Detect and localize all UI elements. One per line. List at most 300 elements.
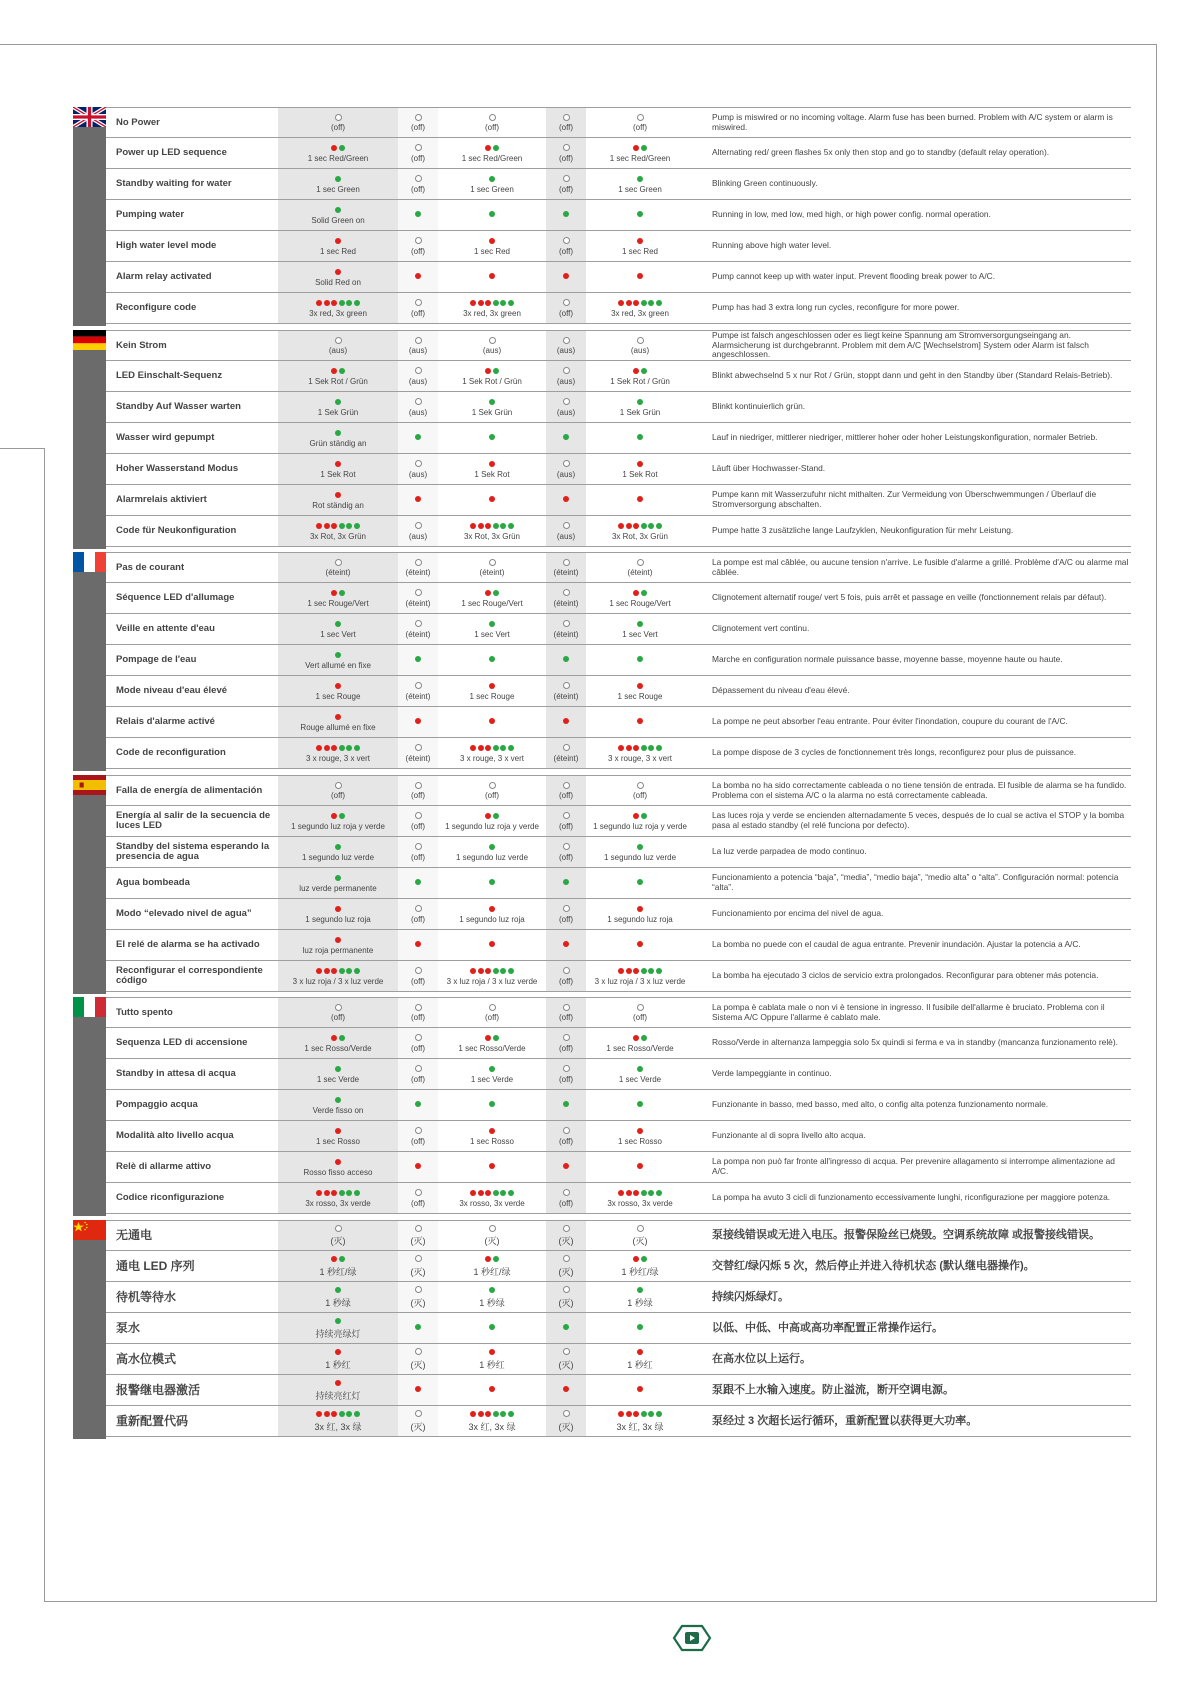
led-indicator	[415, 878, 421, 886]
led-cell	[278, 1028, 398, 1058]
led-indicator	[335, 237, 341, 245]
led-indicator	[470, 522, 514, 530]
off-led-icon	[563, 1004, 570, 1011]
led-indicator	[633, 1034, 647, 1042]
led-caption: 3x Rot, 3x Grün	[611, 531, 669, 541]
green-led-icon	[508, 968, 514, 974]
table-row	[106, 361, 1131, 392]
led-caption: 1 sec Rosso	[315, 1136, 361, 1146]
led-cell	[438, 1152, 546, 1182]
off-led-icon	[563, 299, 570, 306]
table-row	[106, 899, 1131, 930]
row-description: 交替红/绿闪烁 5 次，然后停止并进入待机状态 (默认继电器操作)。	[712, 1259, 1035, 1272]
table-row	[106, 1313, 1131, 1344]
led-cell	[438, 454, 546, 484]
row-label: Agua bombeada	[116, 877, 190, 889]
led-indicator	[489, 682, 495, 690]
frame-right-line	[1156, 44, 1157, 1602]
led-caption: (aus)	[482, 346, 502, 355]
led-cell	[438, 899, 546, 929]
red-led-icon	[489, 683, 495, 689]
green-led-icon	[493, 368, 499, 374]
led-cell	[278, 331, 398, 360]
led-caption: luz roja permanente	[302, 945, 374, 955]
led-indicator	[563, 717, 569, 725]
led-cell	[438, 1221, 546, 1250]
led-caption: (off)	[558, 914, 574, 924]
led-cell	[438, 361, 546, 391]
led-caption: (off)	[558, 1136, 574, 1146]
red-led-icon	[478, 968, 484, 974]
led-indicator	[563, 460, 570, 468]
led-cell	[398, 930, 438, 960]
green-led-icon	[648, 1190, 654, 1196]
off-led-icon	[563, 620, 570, 627]
led-cell	[438, 998, 546, 1027]
led-cell	[278, 899, 398, 929]
red-led-icon	[335, 714, 341, 720]
led-caption: (off)	[330, 1013, 346, 1022]
red-led-icon	[563, 1163, 569, 1169]
led-caption: 3 x luz roja / 3 x luz verde	[446, 976, 538, 986]
green-led-icon	[335, 1287, 341, 1293]
led-indicator	[335, 1158, 341, 1166]
led-cell	[586, 583, 694, 613]
led-indicator	[489, 398, 495, 406]
led-indicator	[563, 812, 570, 820]
led-cell	[546, 998, 586, 1027]
led-cell	[398, 961, 438, 991]
led-caption: (off)	[410, 821, 426, 831]
led-cell	[586, 200, 694, 230]
green-led-icon	[641, 813, 647, 819]
led-caption: Verde fisso on	[312, 1105, 364, 1115]
led-caption: (off)	[558, 1013, 574, 1022]
led-caption: (灭)	[558, 1359, 574, 1370]
green-led-icon	[415, 434, 421, 440]
led-caption: (off)	[632, 1013, 648, 1022]
led-caption: (off)	[558, 308, 574, 318]
table-row	[106, 330, 1131, 361]
off-led-icon	[563, 1255, 570, 1262]
led-caption: (éteint)	[553, 598, 579, 608]
table-row	[106, 1028, 1131, 1059]
row-label: 高水位模式	[116, 1351, 177, 1366]
led-caption: 1 sec Verde	[618, 1074, 662, 1084]
led-indicator	[489, 655, 495, 663]
red-led-icon	[324, 1411, 330, 1417]
led-indicator	[563, 113, 570, 121]
led-indicator	[485, 1034, 499, 1042]
red-led-icon	[633, 300, 639, 306]
green-led-icon	[508, 300, 514, 306]
red-led-icon	[489, 273, 495, 279]
row-label: Kein Strom	[116, 339, 167, 351]
table-row	[106, 1344, 1131, 1375]
led-caption: Rouge allumé en fixe	[300, 722, 376, 732]
led-cell	[398, 1344, 438, 1374]
row-description: 在高水位以上运行。	[712, 1352, 811, 1365]
table-row	[106, 583, 1131, 614]
led-cell	[278, 707, 398, 737]
red-led-icon	[633, 590, 639, 596]
led-indicator	[563, 781, 570, 789]
red-led-icon	[489, 238, 495, 244]
led-caption: 1 segundo luz roja	[305, 914, 371, 924]
led-cell	[586, 707, 694, 737]
led-caption: Rosso fisso acceso	[303, 1167, 373, 1177]
led-caption: 3 x luz roja / 3 x luz verde	[292, 976, 384, 986]
led-cell	[586, 806, 694, 836]
red-led-icon	[415, 273, 421, 279]
green-led-icon	[656, 1411, 662, 1417]
section-sidebar	[73, 1017, 106, 1216]
status-table	[106, 775, 1131, 992]
led-indicator	[489, 717, 495, 725]
led-indicator	[415, 1065, 422, 1073]
led-caption: (off)	[632, 123, 648, 132]
led-indicator	[563, 1323, 569, 1331]
green-led-icon	[489, 434, 495, 440]
green-led-icon	[489, 1101, 495, 1107]
red-led-icon	[637, 238, 643, 244]
red-led-icon	[485, 1190, 491, 1196]
led-indicator	[415, 812, 422, 820]
led-cell	[398, 868, 438, 898]
led-cell	[278, 293, 398, 323]
off-led-icon	[489, 1004, 496, 1011]
red-led-icon	[485, 523, 491, 529]
led-indicator	[415, 781, 422, 789]
led-indicator	[563, 495, 569, 503]
red-led-icon	[637, 461, 643, 467]
red-led-icon	[316, 523, 322, 529]
led-cell	[586, 837, 694, 867]
green-led-icon	[346, 1190, 352, 1196]
led-cell	[398, 614, 438, 644]
green-led-icon	[508, 1411, 514, 1417]
led-caption: 1 sec Vert	[474, 629, 510, 639]
red-led-icon	[470, 745, 476, 751]
table-row	[106, 738, 1131, 769]
led-cell	[546, 961, 586, 991]
led-cell	[438, 1344, 546, 1374]
led-indicator	[563, 843, 570, 851]
red-led-icon	[335, 461, 341, 467]
led-indicator	[470, 744, 514, 752]
led-cell	[546, 1121, 586, 1151]
led-caption: 1 sec Red	[473, 246, 511, 256]
led-indicator	[563, 1189, 570, 1197]
led-indicator	[415, 336, 422, 344]
led-indicator	[485, 589, 499, 597]
led-caption: (off)	[410, 1013, 426, 1022]
red-led-icon	[489, 496, 495, 502]
table-row	[106, 930, 1131, 961]
led-caption: 持续亮绿灯	[315, 1328, 361, 1339]
led-caption: (off)	[410, 791, 426, 800]
led-cell	[398, 1121, 438, 1151]
led-indicator	[415, 460, 422, 468]
led-cell	[586, 645, 694, 675]
led-indicator	[415, 144, 422, 152]
led-indicator	[415, 1003, 422, 1011]
led-cell	[546, 454, 586, 484]
led-cell	[586, 485, 694, 515]
green-led-icon	[335, 1066, 341, 1072]
led-cell	[438, 1183, 546, 1213]
off-led-icon	[489, 114, 496, 121]
red-led-icon	[316, 745, 322, 751]
led-indicator	[415, 299, 422, 307]
led-caption: (off)	[410, 308, 426, 318]
section-sidebar	[73, 350, 106, 549]
led-cell	[278, 1221, 398, 1250]
red-led-icon	[485, 968, 491, 974]
led-cell	[586, 961, 694, 991]
led-cell	[586, 1152, 694, 1182]
led-caption: (off)	[410, 852, 426, 862]
green-led-icon	[637, 1101, 643, 1107]
led-cell	[546, 1028, 586, 1058]
led-indicator	[415, 1034, 422, 1042]
led-indicator	[633, 812, 647, 820]
red-led-icon	[335, 1128, 341, 1134]
led-cell	[398, 806, 438, 836]
led-indicator	[335, 874, 341, 882]
row-label: Reconfigurar el correspondiente código	[116, 965, 263, 986]
row-label: Pompage de l'eau	[116, 654, 197, 666]
led-indicator	[637, 1003, 644, 1011]
led-indicator	[415, 1286, 422, 1294]
led-indicator	[331, 812, 345, 820]
off-led-icon	[415, 1065, 422, 1072]
led-indicator	[637, 336, 644, 344]
green-led-icon	[354, 300, 360, 306]
led-cell	[546, 837, 586, 867]
red-led-icon	[415, 1386, 421, 1392]
green-led-icon	[415, 1324, 421, 1330]
led-cell	[398, 516, 438, 546]
led-indicator	[335, 491, 341, 499]
led-cell	[398, 169, 438, 199]
play-icon[interactable]	[672, 1624, 712, 1652]
led-indicator	[335, 1065, 341, 1073]
led-indicator	[470, 1189, 514, 1197]
led-caption: (off)	[410, 914, 426, 924]
green-led-icon	[493, 1411, 499, 1417]
row-label: Wasser wird gepumpt	[116, 432, 215, 444]
led-caption: (off)	[558, 123, 574, 132]
led-caption: 1 sec Rosso	[469, 1136, 515, 1146]
green-led-icon	[641, 745, 647, 751]
led-cell	[398, 1375, 438, 1405]
led-cell	[398, 776, 438, 805]
de-flag-icon	[73, 330, 106, 350]
led-indicator	[415, 558, 422, 566]
off-led-icon	[415, 1410, 422, 1417]
row-description: La luz verde parpadea de modo continuo.	[712, 846, 867, 857]
row-label: 报警继电器激活	[116, 1382, 201, 1397]
led-indicator	[489, 1003, 496, 1011]
led-cell	[398, 1090, 438, 1120]
off-led-icon	[415, 1004, 422, 1011]
row-label: No Power	[116, 116, 160, 128]
led-indicator	[489, 210, 495, 218]
green-led-icon	[563, 879, 569, 885]
green-led-icon	[354, 523, 360, 529]
led-cell	[438, 806, 546, 836]
row-description: La pompe ne peut absorber l'eau entrante. Pour éviter l'inondation, coupure du courant de l'A/C.	[712, 716, 1068, 727]
led-indicator	[563, 237, 570, 245]
red-led-icon	[478, 1411, 484, 1417]
led-cell	[278, 1183, 398, 1213]
led-caption: (off)	[558, 1074, 574, 1084]
table-row	[106, 1059, 1131, 1090]
led-cell	[438, 138, 546, 168]
led-cell	[278, 583, 398, 613]
led-indicator	[563, 655, 569, 663]
led-cell	[546, 361, 586, 391]
table-row	[106, 1152, 1131, 1183]
off-led-icon	[415, 237, 422, 244]
led-cell	[546, 553, 586, 582]
led-cell	[278, 231, 398, 261]
row-label: Standby Auf Wasser warten	[116, 401, 241, 413]
led-cell	[398, 392, 438, 422]
row-description: Pump has had 3 extra long run cycles, reconfigure for more power.	[712, 302, 960, 313]
led-cell	[278, 1406, 398, 1436]
led-cell	[438, 200, 546, 230]
green-led-icon	[563, 211, 569, 217]
led-cell	[438, 1406, 546, 1436]
led-caption: (aus)	[408, 376, 428, 386]
led-caption: (aus)	[408, 346, 428, 355]
green-led-icon	[415, 211, 421, 217]
led-indicator	[489, 433, 495, 441]
led-cell	[586, 1121, 694, 1151]
led-caption: (off)	[558, 246, 574, 256]
green-led-icon	[335, 430, 341, 436]
led-indicator	[563, 1255, 570, 1263]
led-cell	[278, 614, 398, 644]
table-row	[106, 868, 1131, 899]
led-indicator	[335, 336, 342, 344]
led-caption: 1 Sek Grün	[471, 407, 513, 417]
led-indicator	[415, 967, 422, 975]
led-cell	[438, 108, 546, 137]
red-led-icon	[335, 683, 341, 689]
red-led-icon	[633, 523, 639, 529]
red-led-icon	[485, 813, 491, 819]
off-led-icon	[335, 114, 342, 121]
led-caption: (off)	[410, 1043, 426, 1053]
led-cell	[546, 707, 586, 737]
led-caption: 1 Sek Grün	[619, 407, 661, 417]
red-led-icon	[637, 496, 643, 502]
led-caption: 3x rosso, 3x verde	[305, 1198, 371, 1208]
section-sidebar	[73, 127, 106, 326]
led-indicator	[637, 620, 643, 628]
row-label: Code de reconfiguration	[116, 747, 226, 759]
led-caption: (éteint)	[405, 753, 431, 763]
green-led-icon	[641, 590, 647, 596]
led-indicator	[637, 175, 643, 183]
led-caption: 3x Rot, 3x Grün	[309, 531, 367, 541]
led-cell	[546, 231, 586, 261]
off-led-icon	[489, 1225, 496, 1232]
led-cell	[438, 1375, 546, 1405]
led-indicator	[489, 1348, 495, 1356]
led-cell	[278, 138, 398, 168]
led-cell	[546, 1282, 586, 1312]
red-led-icon	[563, 1386, 569, 1392]
row-label: Falla de energía de alimentación	[116, 784, 263, 796]
green-led-icon	[563, 434, 569, 440]
led-cell	[398, 837, 438, 867]
led-indicator	[637, 843, 643, 851]
row-description: Running in low, med low, med high, or high power config. normal operation.	[712, 209, 991, 220]
led-caption: (off)	[558, 791, 574, 800]
led-cell	[438, 645, 546, 675]
red-led-icon	[563, 496, 569, 502]
led-cell	[398, 138, 438, 168]
led-indicator	[637, 1348, 643, 1356]
row-description: La pompe est mal câblée, ou aucune tension n'arrive. Le fusible d'alarme a grillé. Problème d'A/C ou alarme mal câblée.	[712, 556, 1129, 577]
led-indicator	[415, 744, 422, 752]
led-indicator	[489, 843, 495, 851]
led-indicator	[415, 843, 422, 851]
off-led-icon	[563, 522, 570, 529]
led-caption: (éteint)	[553, 568, 579, 577]
led-cell	[278, 553, 398, 582]
red-led-icon	[331, 368, 337, 374]
green-led-icon	[641, 1411, 647, 1417]
led-indicator	[331, 144, 345, 152]
table-row	[106, 262, 1131, 293]
red-led-icon	[324, 1190, 330, 1196]
led-caption: (éteint)	[627, 568, 653, 577]
led-indicator	[331, 1034, 345, 1042]
red-led-icon	[637, 718, 643, 724]
table-row	[106, 200, 1131, 231]
green-led-icon	[335, 844, 341, 850]
off-led-icon	[637, 1004, 644, 1011]
table-row	[106, 1406, 1131, 1437]
led-indicator	[335, 1127, 341, 1135]
green-led-icon	[489, 399, 495, 405]
red-led-icon	[478, 745, 484, 751]
red-led-icon	[489, 1128, 495, 1134]
led-cell	[586, 998, 694, 1027]
led-caption: (off)	[558, 153, 574, 163]
green-led-icon	[641, 300, 647, 306]
led-caption: 3x 红, 3x 绿	[314, 1421, 362, 1432]
led-cell	[438, 1313, 546, 1343]
table-row	[106, 231, 1131, 262]
red-led-icon	[316, 300, 322, 306]
red-led-icon	[331, 300, 337, 306]
led-cell	[586, 1028, 694, 1058]
green-led-icon	[637, 1066, 643, 1072]
green-led-icon	[493, 300, 499, 306]
off-led-icon	[563, 967, 570, 974]
green-led-icon	[648, 300, 654, 306]
led-indicator	[415, 367, 422, 375]
row-description: Dépassement du niveau d'eau élevé.	[712, 685, 850, 696]
led-indicator	[633, 1255, 647, 1263]
red-led-icon	[563, 941, 569, 947]
